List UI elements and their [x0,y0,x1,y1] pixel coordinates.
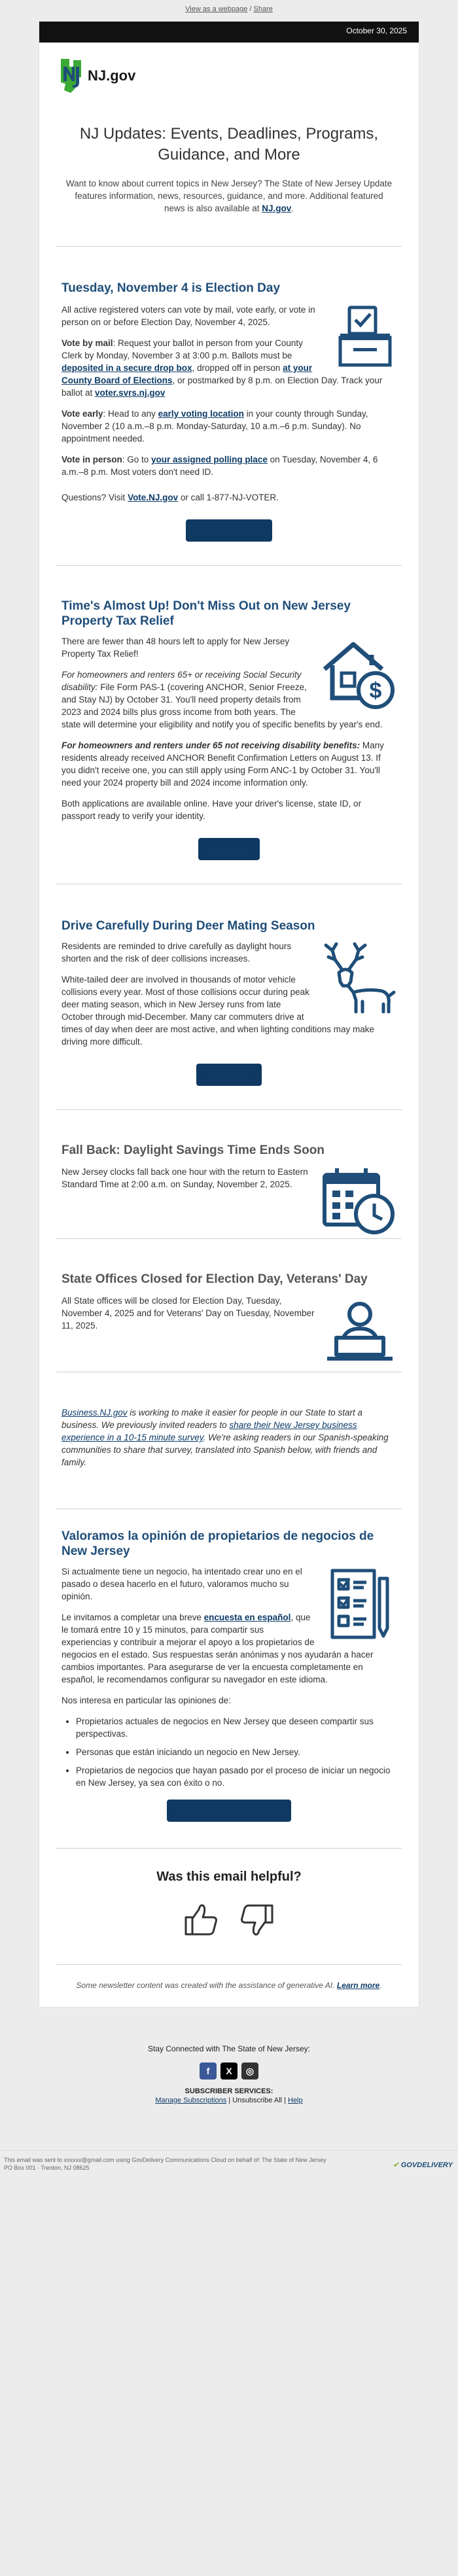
email-container [39,21,419,2008]
manage-subscriptions-link[interactable]: Manage Subscriptions [155,2097,227,2104]
ballot-box-icon [334,304,396,369]
unsubscribe-all-link[interactable]: Unsubscribe All [232,2097,283,2104]
encuesta-link[interactable]: encuesta en español [203,1612,291,1622]
tax-seniors-label: For homeowners and renters 65+ or receiving Social Security disability: [62,670,302,692]
business-note-text-2: . We're asking readers in our Spanish-speaking communities to share that survey, translated into Spanish below, with friends and family. [62,1433,389,1467]
polling-place-link[interactable]: your assigned polling place [151,455,268,464]
instagram-icon[interactable]: ◎ [241,2063,258,2080]
spanish-bullet-list [62,1715,396,1789]
vote-early-text-1: : Head to any [103,409,158,419]
spanish-p2-text-1: Le invitamos a completar una breve [62,1612,204,1622]
nj-gov-link[interactable]: NJ.gov [262,203,292,213]
deer-p1: Residents are reminded to drive carefully as daylight hours shorten and the risk of deer collisions increases. [62,941,292,964]
business-note-text-1: is working to make it easier for people in our State to start a business. We previously invited readers to [62,1408,362,1430]
subscriber-links [0,2097,458,2104]
questions-text-2: or call 1-877-NJ-VOTER. [178,493,279,502]
spanish-p2-text-2: , que le tomará entre 10 y 15 minutos, para compartir sus experiencias y contribuir a mejorar el apoyo a los propietarios de negocios en el estado. Sus respuestas serán anónimas y nos ayudarán a hacer cambios importantes. Para asegurarse de ver la encuesta completamente en español, le recomendamos configurar su navegador en este idioma. [62,1612,374,1684]
vote-by-mail-text-2: , dropped off in person [192,363,283,373]
list-item: • Propietarios de negocios que hayan pasado por el proceso de iniciar un negocio en New Jersey, ya sea con éxito o no. [76,1764,396,1789]
tax-under-65-paragraph [62,739,396,789]
legal-line-2: PO Box 001 · Trenton, NJ 08625 [4,2165,90,2171]
business-survey-note [56,1372,402,1508]
voter-svrs-link[interactable]: voter.svrs.nj.gov [95,388,166,398]
footer-separator: | [282,2097,288,2104]
vote-early-label: Vote early [62,409,103,419]
vote-early-paragraph [62,408,396,445]
view-as-webpage-link[interactable]: View as a webpage [185,5,248,13]
tax-relief-section [56,565,402,884]
election-intro: All active registered voters can vote by mail, vote early, or vote in person on or before Election Day, November 4, 2025. [62,305,315,327]
intro-paragraph [65,177,393,215]
vote-by-mail-text-1: : Request your ballot in person from your County Clerk by Monday, November 3 at 3:00 p.m. Ballots must be [62,338,303,360]
feedback-section [56,1848,402,1964]
tax-relief-title: Time's Almost Up! Don't Miss Out on New Jersey Property Tax Relief [62,599,351,628]
early-voting-location-link[interactable]: early voting location [158,409,244,419]
questions-text-1: Questions? Visit [62,493,128,502]
top-links-bar [0,0,458,21]
house-dollar-icon [319,635,396,712]
facebook-icon[interactable]: f [200,2063,217,2080]
legal-line-1: This email was sent to xxxxxx@gmail.com using GovDelivery Communications Cloud on behalf of: The State of New Jersey [4,2157,326,2163]
ai-note-paragraph [56,1981,402,1990]
nj-logo-icon [59,58,85,94]
intro-text: Want to know about current topics in New Jersey? The State of New Jersey Update features information, news, resources, guidance, and more. Additional featured news is also available at [65,179,393,213]
deer-icon [319,940,396,1013]
thumbs-up-icon[interactable] [183,1902,220,1938]
page-title: NJ Updates: Events, Deadlines, Programs, Guidance, and More [79,125,379,164]
person-laptop-icon [323,1295,396,1365]
tax-online-paragraph: Both applications are available online. Have your driver's license, state ID, or passport ready to verify your identity. [62,799,362,821]
tax-seniors-text: File Form PAS-1 (covering ANCHOR, Senior Freeze, and Stay NJ) by October 31. You'll need property details from 2023 and 2024 bills plus gross income from both years. The state will determine your eligibility and notify you of specific benefits by year's end. [62,682,383,729]
ai-learn-more-link[interactable]: Learn more [336,1981,380,1990]
x-twitter-icon[interactable]: X [220,2063,238,2080]
tax-intro: There are fewer than 48 hours left to apply for New Jersey Property Tax Relief! [62,636,290,659]
ai-note-end: . [379,1981,382,1990]
business-nj-gov-link[interactable]: Business.NJ.gov [62,1408,128,1418]
help-link[interactable]: Help [288,2097,303,2104]
list-item: • Propietarios actuales de negocios en New Jersey que deseen compartir sus perspectivas. [76,1715,396,1740]
vote-in-person-label: Vote in person [62,455,122,464]
vote-in-person-text-2: on Tuesday, November 4, 6 a.m.–8 p.m. Most voters don't need ID. [62,455,378,477]
vote-early-text-2: in your county through Sunday, November 2 (10 a.m.–8 p.m. Monday-Saturday, 10 a.m.–6 p.m. Sunday). No appointment needed. [62,409,368,444]
spanish-survey-title: Valoramos la opinión de propietarios de negocios de New Jersey [62,1529,374,1558]
footer [0,2044,458,2104]
social-links [0,2063,458,2080]
business-survey-link[interactable]: share their New Jersey business experience in a 10-15 minute survey [62,1420,357,1442]
learn-more-button[interactable]: Learn More [196,1064,262,1086]
spanish-p1: Si actualmente tiene un negocio, ha intentado crear uno en el pasado o desea hacerlo en el futuro, valoramos mucho su opinión. [62,1567,302,1601]
visit-vote-nj-gov-button[interactable]: Visit Vote.NJ.Gov [186,519,272,542]
vote-by-mail-label: Vote by mail [62,338,113,348]
spanish-survey-section [56,1508,402,1848]
list-item: • Personas que están iniciando un negocio en New Jersey. [76,1746,396,1758]
stay-connected-text: Stay Connected with The State of New Jersey: [148,2044,310,2053]
deer-section [56,884,402,1109]
govdelivery-logo-text: GOVDELIVERY [400,2161,453,2169]
election-title: Tuesday, November 4 is Election Day [62,281,281,295]
offices-closed-section [56,1238,402,1372]
intro-end: . [291,203,294,213]
dst-section [56,1109,402,1238]
election-section [56,246,402,565]
apply-now-button[interactable]: Apply Now [198,838,260,860]
calendar-clock-icon [321,1166,396,1236]
offices-closed-title: State Offices Closed for Election Day, Veterans' Day [62,1272,368,1286]
share-link[interactable]: Share [253,5,273,13]
feedback-title: Was this email helpful? [156,1870,302,1884]
survey-checklist-icon [323,1565,396,1643]
vote-in-person-text-1: : Go to [122,455,152,464]
ai-note-text: Some newsletter content was created with the assistance of generative AI. [76,1981,337,1990]
nj-logo[interactable] [39,43,419,101]
deer-title: Drive Carefully During Deer Mating Season [62,919,315,933]
business-note-paragraph [62,1406,396,1469]
topbar-separator: / [247,5,254,13]
questions-paragraph [62,491,396,504]
dst-title: Fall Back: Daylight Savings Time Ends Soon [62,1143,325,1157]
legal-footer [0,2150,458,2172]
footer-separator: | [226,2097,233,2104]
govdelivery-logo: ✔ GOVDELIVERY [393,2161,453,2169]
offices-closed-p1: All State offices will be closed for Election Day, Tuesday, November 4, 2025 and for Veterans' Day on Tuesday, November 11, 2025. [62,1296,315,1331]
drop-box-link[interactable]: deposited in a secure drop box [62,363,192,373]
svg-text:$: $ [369,678,382,703]
date-bar [39,22,419,43]
vote-nj-gov-link[interactable]: Vote.NJ.gov [128,493,179,502]
nj-gov-logo-text: NJ.gov [88,67,136,84]
vote-by-mail-text-3: , or postmarked by 8 p.m. on Election Day. Track your ballot at [62,375,383,398]
newsletter-date: October 30, 2025 [346,26,407,35]
subscriber-services-heading: SUBSCRIBER SERVICES: [185,2087,273,2095]
thumbs-down-icon[interactable] [238,1902,275,1938]
deer-p2: White-tailed deer are involved in thousands of motor vehicle collisions every year. Most of those collisions occur during peak deer mating season, which in New Jersey runs from late October through mid-December. Many car commuters drive at times of day when deer are most active, and when lighting conditions may make driving more difficult. [62,975,374,1047]
tax-under-65-text: Many residents already received ANCHOR Benefit Confirmation Letters on August 13. If you didn't receive one, you can still apply using Form ANC-1 by October 31. You'll need your 2024 property bill and 2024 income information only. [62,740,384,788]
vote-in-person-paragraph [62,453,396,478]
spanish-p3: Nos interesa en particular las opiniones de: [62,1696,231,1705]
county-board-link[interactable]: at your County Board of Elections [62,363,313,385]
tax-under-65-label: For homeowners and renters under 65 not receiving disability benefits: [62,740,361,750]
dst-p1: New Jersey clocks fall back one hour with the return to Eastern Standard Time at 2:00 a.m. on Sunday, November 2, 2025. [62,1167,308,1189]
participe-survey-button[interactable]: Participe en nuestra encuesta [167,1800,291,1822]
ai-note-section [56,1964,402,2007]
